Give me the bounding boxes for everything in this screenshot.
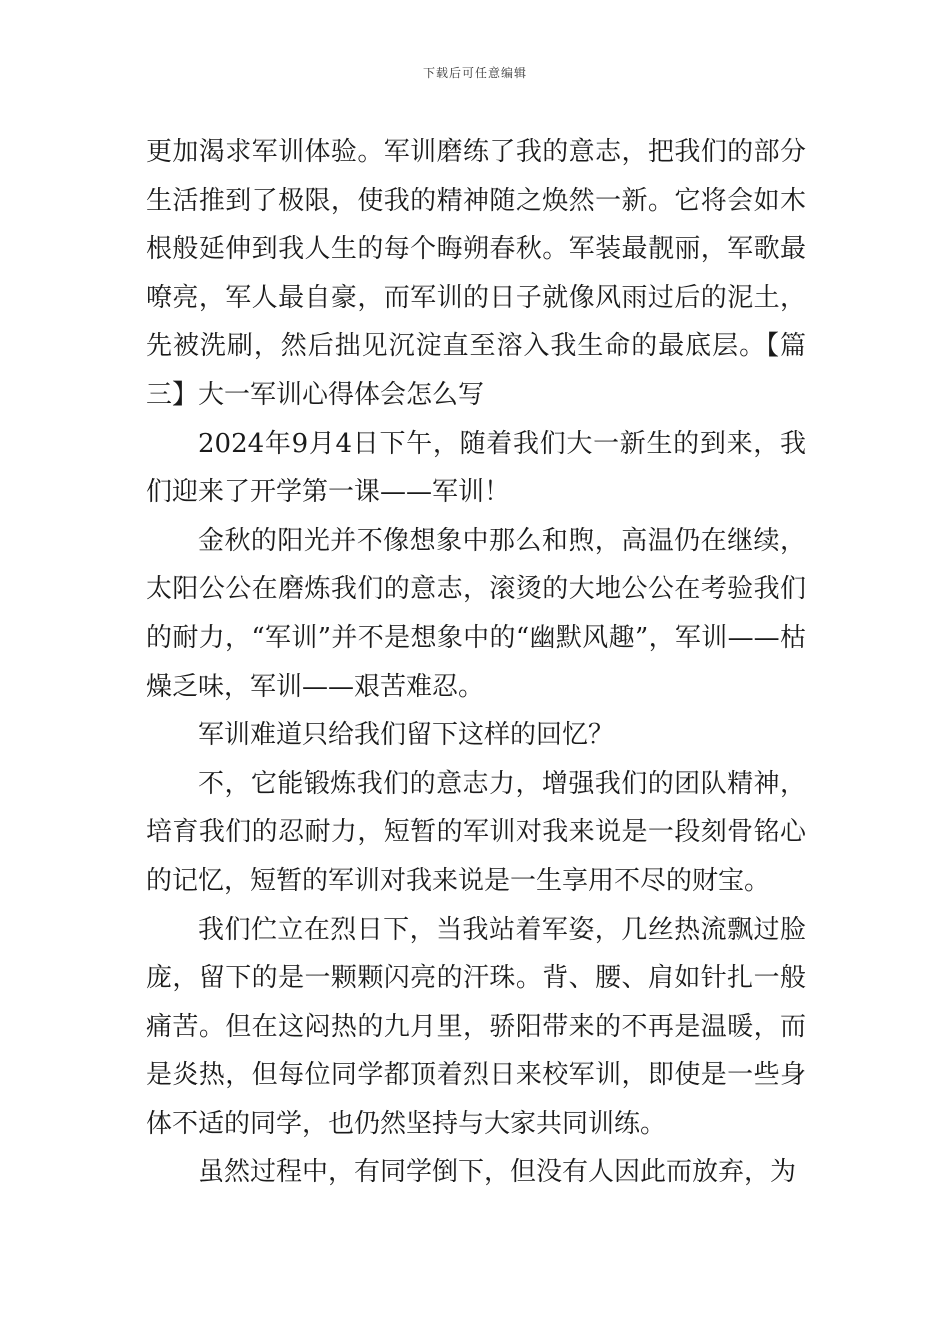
- paragraph-3: 金秋的阳光并不像想象中那么和煦，高温仍在继续，太阳公公在磨炼我们的意志，滚烫的大地公公在考验我们的耐力，“军训”并不是想象中的“幽默风趣”，军训——枯燥乏味，军训——艰苦难忍。: [146, 525, 806, 702]
- paragraph-4: 军训难道只给我们留下这样的回忆？: [198, 720, 615, 751]
- paragraph-7: 虽然过程中，有同学倒下，但没有人因此而放弃，为: [198, 1157, 797, 1188]
- page-header-note: 下载后可任意编辑: [422, 66, 527, 80]
- paragraph-2: 2024年9月4日下午，随着我们大一新生的到来，我们迎来了开学第一课——军训！: [146, 428, 806, 508]
- paragraph-1: 更加渴求军训体验。军训磨练了我的意志，把我们的部分生活推到了极限，使我的精神随之焕然一新。它将会如木根般延伸到我人生的每个晦朔春秋。军装最靓丽，军歌最嘹亮，军人最自豪，而军训的日子就像风雨过后的泥土，先被洗刷，然后拙见沉淀直至溶入我生命的最底层。【篇三】大一军训心得体会怎么写: [146, 137, 806, 410]
- paragraph-6: 我们伫立在烈日下，当我站着军姿，几丝热流飘过脸庞，留下的是一颗颗闪亮的汗珠。背、腰、肩如针扎一般痛苦。但在这闷热的九月里，骄阳带来的不再是温暖，而是炎热，但每位同学都顶着烈日来校军训，即使是一些身体不适的同学，也仍然坚持与大家共同训练。: [146, 914, 806, 1139]
- paragraph-5: 不，它能锻炼我们的意志力，增强我们的团队精神，培育我们的忍耐力，短暂的军训对我来说是一段刻骨铭心的记忆，短暂的军训对我来说是一生享用不尽的财宝。: [146, 768, 806, 896]
- document-body: [146, 128, 806, 1197]
